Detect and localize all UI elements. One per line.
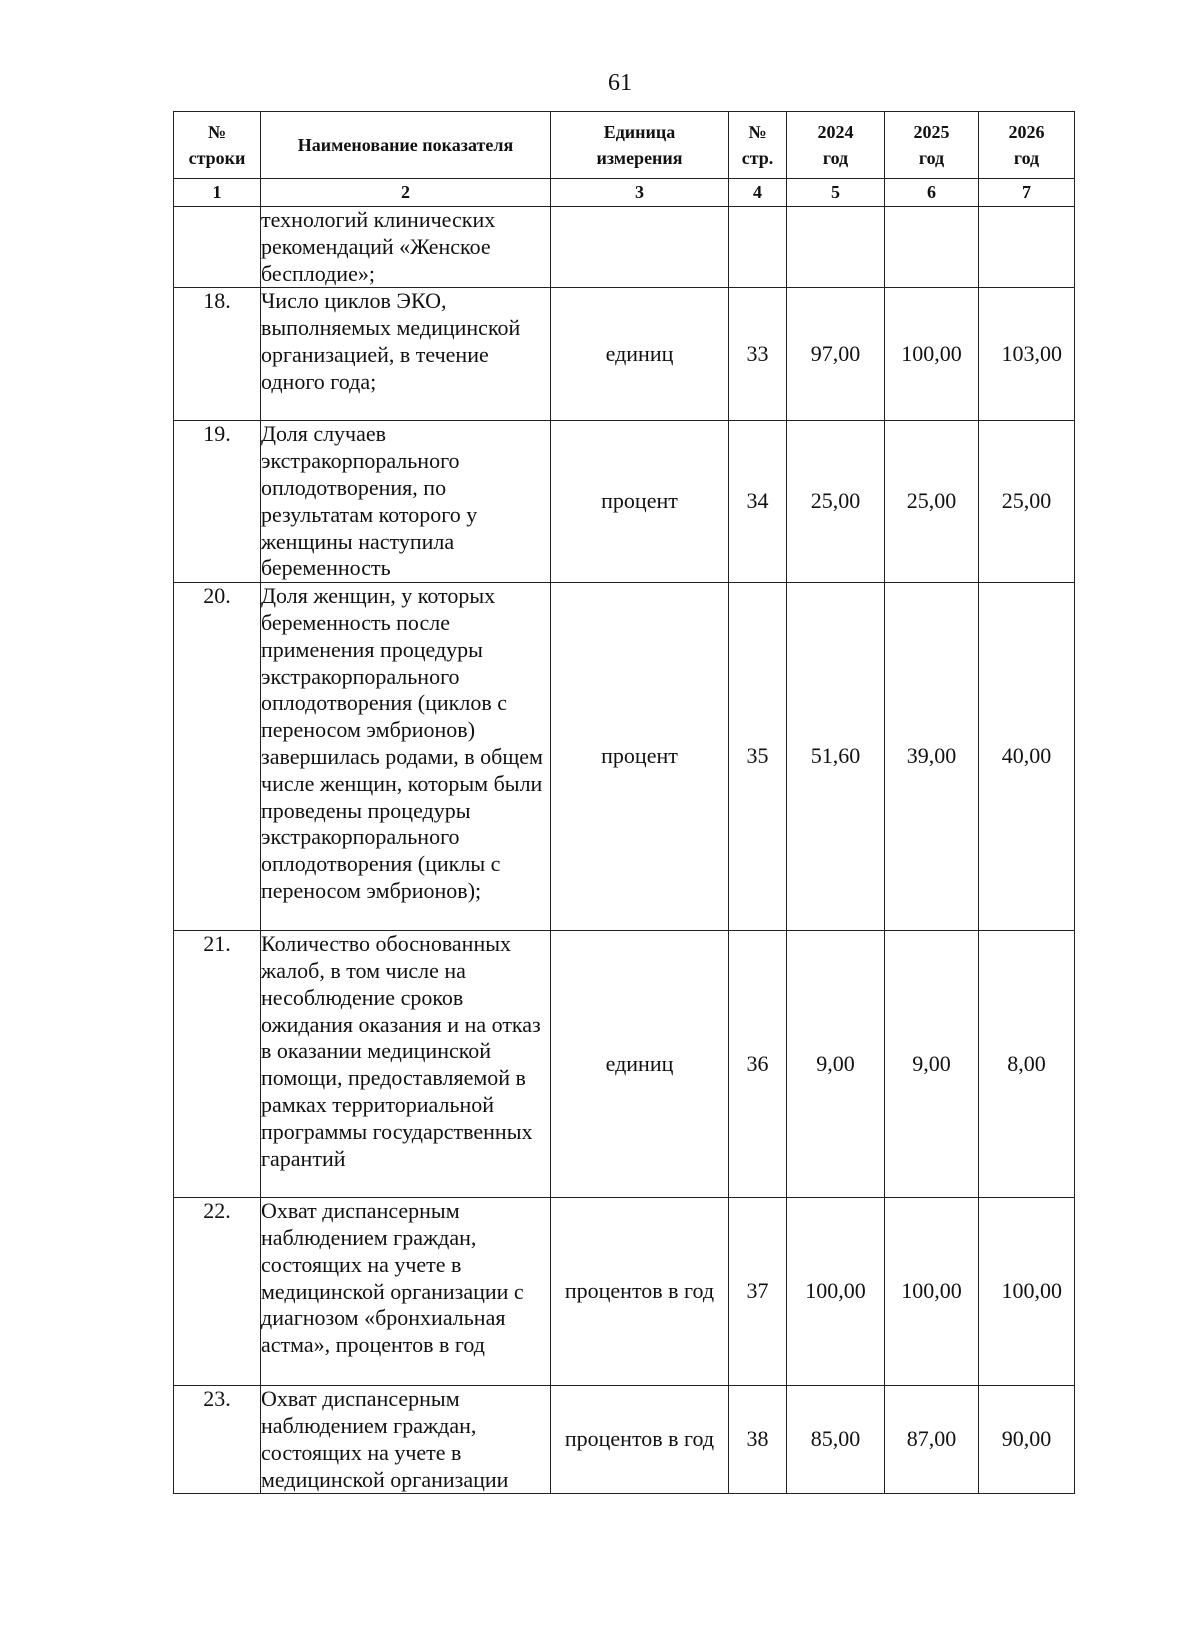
header-row-number: № строки xyxy=(174,112,261,179)
header-indicator-name: Наименование показателя xyxy=(261,112,551,179)
value-2026: 100,00 xyxy=(979,1198,1075,1386)
unit: единиц xyxy=(551,931,729,1198)
column-number: 7 xyxy=(979,179,1075,207)
indicator-name: Количество обоснованных жалоб, в том числе на несоблюдение сроков ожидания оказания и на отказ в оказании медицинской помощи, предоставляемой в рамках территориальной программы государственных гарантий xyxy=(261,931,551,1198)
value-2026: 25,00 xyxy=(979,421,1075,583)
column-number: 1 xyxy=(174,179,261,207)
row-number: 22. xyxy=(174,1198,261,1386)
value-2024 xyxy=(787,207,885,288)
value-2026: 40,00 xyxy=(979,583,1075,931)
unit: процентов в год xyxy=(551,1386,729,1494)
line-number: 34 xyxy=(729,421,787,583)
column-number: 6 xyxy=(885,179,979,207)
header-year-2025: 2025 год xyxy=(885,112,979,179)
value-2024: 97,00 xyxy=(787,288,885,421)
table-row xyxy=(174,931,1075,1198)
unit: процентов в год xyxy=(551,1198,729,1386)
value-2024: 51,60 xyxy=(787,583,885,931)
value-2026: 103,00 xyxy=(979,288,1075,421)
unit: процент xyxy=(551,583,729,931)
table-row xyxy=(174,421,1075,583)
line-number: 37 xyxy=(729,1198,787,1386)
row-number: 21. xyxy=(174,931,261,1198)
table-row xyxy=(174,1198,1075,1386)
column-number: 3 xyxy=(551,179,729,207)
table-row xyxy=(174,207,1075,288)
row-number: 23. xyxy=(174,1386,261,1494)
header-unit: Единица измерения xyxy=(551,112,729,179)
value-2026 xyxy=(979,207,1075,288)
column-number-row xyxy=(174,179,1075,207)
indicator-name: Охват диспансерным наблюдением граждан, состоящих на учете в медицинской организации с диагнозом «бронхиальная астма», процентов в год xyxy=(261,1198,551,1386)
indicator-name: технологий клинических рекомендаций «Женское бесплодие»; xyxy=(261,207,551,288)
line-number: 33 xyxy=(729,288,787,421)
indicator-name: Охват диспансерным наблюдением граждан, состоящих на учете в медицинской организации xyxy=(261,1386,551,1494)
unit xyxy=(551,207,729,288)
line-number: 36 xyxy=(729,931,787,1198)
value-2025 xyxy=(885,207,979,288)
line-number: 35 xyxy=(729,583,787,931)
indicator-name: Число циклов ЭКО, выполняемых медицинской организацией, в течение одного года; xyxy=(261,288,551,421)
line-number: 38 xyxy=(729,1386,787,1494)
line-number xyxy=(729,207,787,288)
table-row xyxy=(174,583,1075,931)
value-2025: 25,00 xyxy=(885,421,979,583)
table-row xyxy=(174,1386,1075,1494)
row-number: 18. xyxy=(174,288,261,421)
indicator-name: Доля случаев экстракорпорального оплодотворения, по результатам которого у женщины наступила беременность xyxy=(261,421,551,583)
table-header-row xyxy=(174,112,1075,179)
value-2025: 100,00 xyxy=(885,288,979,421)
value-2025: 39,00 xyxy=(885,583,979,931)
row-number: 20. xyxy=(174,583,261,931)
row-number: 19. xyxy=(174,421,261,583)
indicators-table xyxy=(173,111,1075,1494)
value-2024: 9,00 xyxy=(787,931,885,1198)
column-number: 2 xyxy=(261,179,551,207)
column-number: 4 xyxy=(729,179,787,207)
header-line-number: № стр. xyxy=(729,112,787,179)
header-year-2026: 2026 год xyxy=(979,112,1075,179)
page-number: 61 xyxy=(608,70,632,96)
table-row xyxy=(174,288,1075,421)
indicator-name: Доля женщин, у которых беременность после применения процедуры экстракорпорального оплодотворения (циклов с переносом эмбрионов) завершилась родами, в общем числе женщин, которым были проведены процедуры экстракорпорального оплодотворения (циклы с переносом эмбрионов); xyxy=(261,583,551,931)
column-number: 5 xyxy=(787,179,885,207)
value-2026: 8,00 xyxy=(979,931,1075,1198)
value-2026: 90,00 xyxy=(979,1386,1075,1494)
unit: единиц xyxy=(551,288,729,421)
value-2024: 25,00 xyxy=(787,421,885,583)
unit: процент xyxy=(551,421,729,583)
value-2025: 100,00 xyxy=(885,1198,979,1386)
value-2024: 100,00 xyxy=(787,1198,885,1386)
value-2024: 85,00 xyxy=(787,1386,885,1494)
header-year-2024: 2024 год xyxy=(787,112,885,179)
row-number xyxy=(174,207,261,288)
value-2025: 9,00 xyxy=(885,931,979,1198)
value-2025: 87,00 xyxy=(885,1386,979,1494)
